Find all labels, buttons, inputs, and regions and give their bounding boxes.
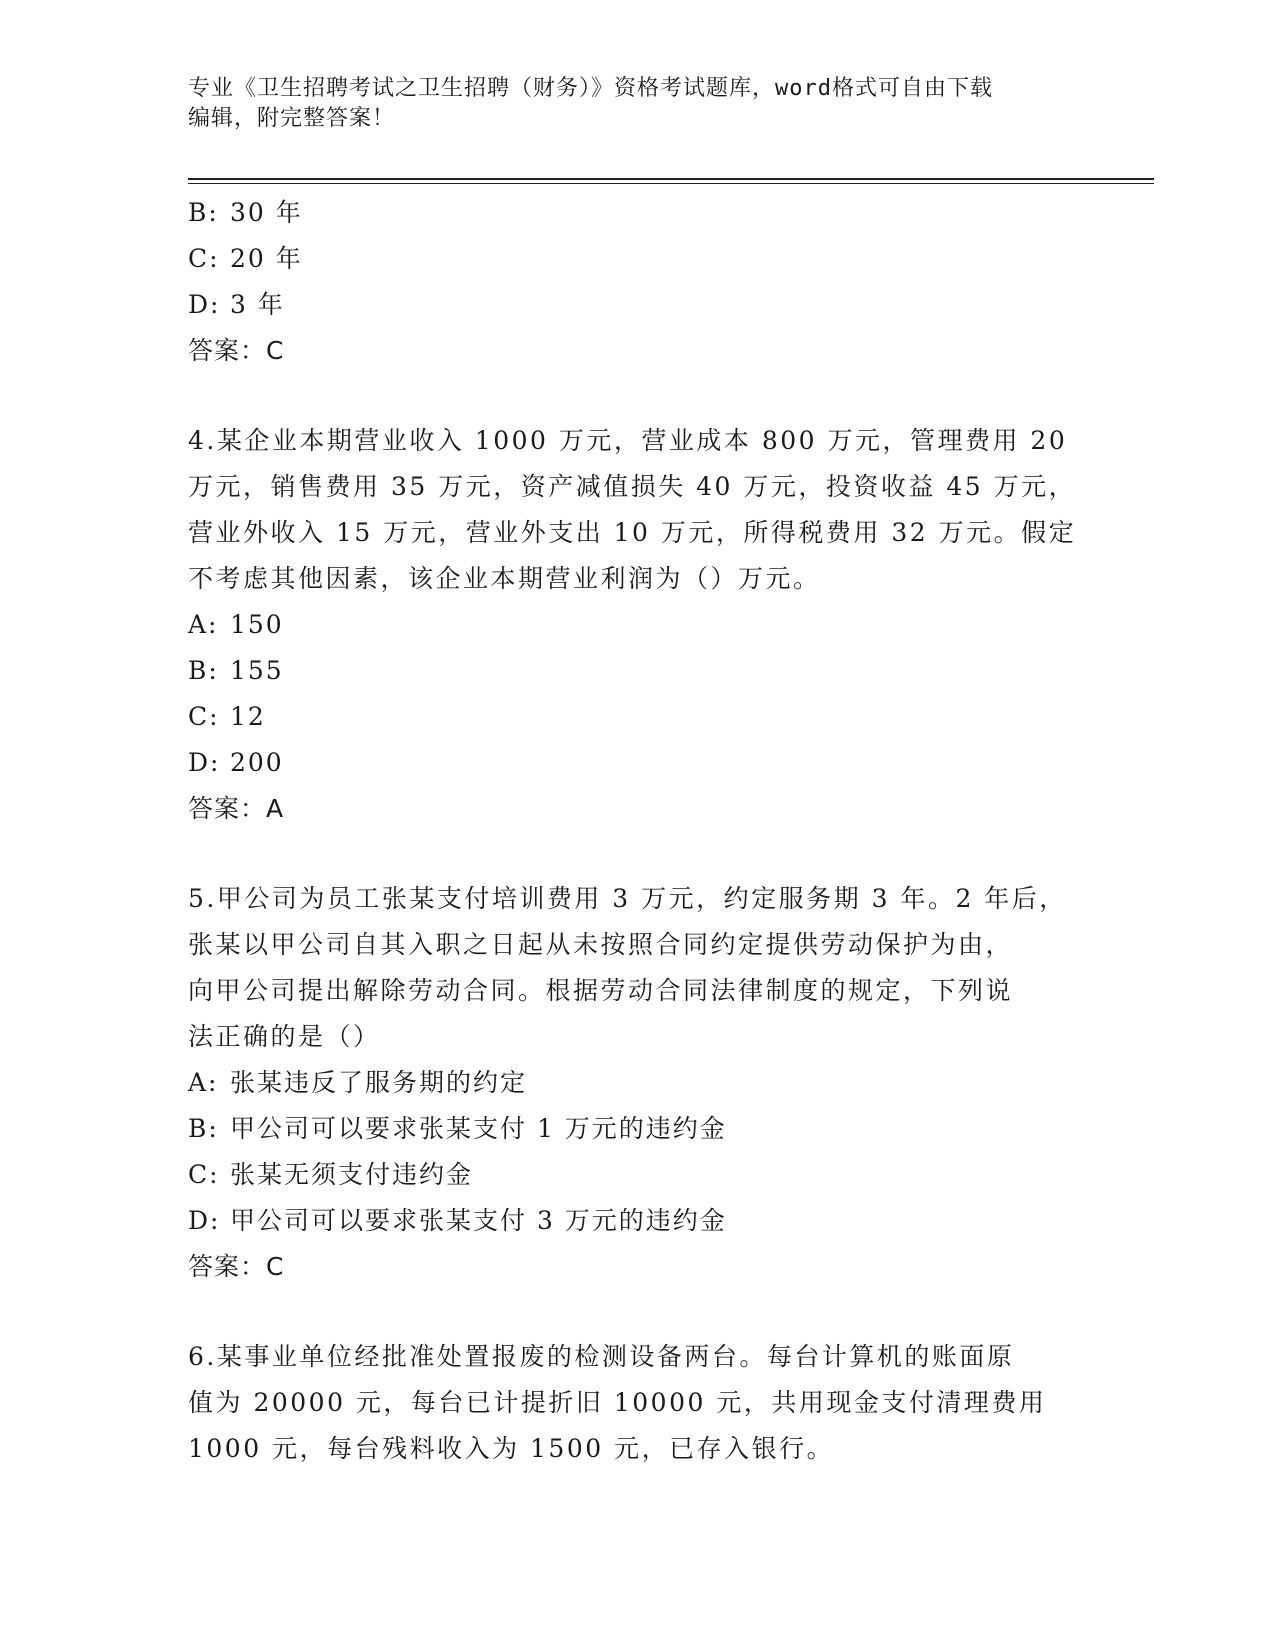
- question-5: [188, 876, 1088, 1290]
- option-text: 12: [230, 702, 266, 731]
- stem-line: 6.某事业单位经批准处置报废的检测设备两台。每台计算机的账面原: [188, 1342, 1015, 1371]
- option-label: B:: [188, 656, 219, 685]
- stem-line: 张某以甲公司自其入职之日起从未按照合同约定提供劳动保护为由，: [188, 930, 1014, 959]
- option-d: [188, 740, 1088, 786]
- option-d: [188, 1198, 1088, 1244]
- option-text: 200: [230, 748, 284, 777]
- option-text: 20 年: [230, 244, 303, 273]
- option-c: [188, 694, 1088, 740]
- option-label: A:: [188, 1068, 219, 1097]
- option-a: [188, 1060, 1088, 1106]
- option-b: [188, 1106, 1088, 1152]
- option-label: C:: [188, 244, 220, 273]
- option-text: 甲公司可以要求张某支付 1 万元的违约金: [230, 1114, 727, 1143]
- option-b: [188, 648, 1088, 694]
- option-label: C:: [188, 702, 220, 731]
- answer-line: 答案：C: [188, 336, 285, 365]
- option-d: [188, 282, 1088, 328]
- stem-line: 1000 元，每台残料收入为 1500 元，已存入银行。: [188, 1434, 835, 1463]
- option-a: [188, 602, 1088, 648]
- option-label: D:: [188, 1206, 221, 1235]
- option-label: C:: [188, 1160, 220, 1189]
- stem-line: 万元，销售费用 35 万元，资产减值损失 40 万元，投资收益 45 万元，: [188, 472, 1077, 501]
- option-c: [188, 1152, 1088, 1198]
- stem-line: 5.甲公司为员工张某支付培训费用 3 万元，约定服务期 3 年。2 年后，: [188, 884, 1067, 913]
- document-body: [188, 190, 1088, 1472]
- stem-line: 营业外收入 15 万元，营业外支出 10 万元，所得税费用 32 万元。假定: [188, 518, 1077, 547]
- stem-line: 向甲公司提出解除劳动合同。根据劳动合同法律制度的规定，下列说: [188, 976, 1014, 1005]
- question-stem: [188, 1334, 1088, 1472]
- question-stem: [188, 876, 1088, 1060]
- option-text: 甲公司可以要求张某支付 3 万元的违约金: [230, 1206, 727, 1235]
- option-text: 3 年: [230, 290, 285, 319]
- question-4: [188, 418, 1088, 832]
- option-label: D:: [188, 748, 221, 777]
- header-divider-thick: [188, 178, 1154, 180]
- option-text: 155: [230, 656, 284, 685]
- stem-line: 法正确的是（）: [188, 1022, 381, 1051]
- option-text: 张某无须支付违约金: [230, 1160, 474, 1189]
- option-c: [188, 236, 1088, 282]
- stem-line: 4.某企业本期营业收入 1000 万元，营业成本 800 万元，管理费用 20: [188, 426, 1068, 455]
- option-text: 150: [230, 610, 284, 639]
- option-b: [188, 190, 1088, 236]
- header-line-2: 编辑，附完整答案！: [188, 106, 396, 131]
- question-stem: [188, 418, 1088, 602]
- page-header: [188, 74, 1068, 134]
- header-divider-thin: [188, 183, 1154, 184]
- option-label: B:: [188, 1114, 219, 1143]
- stem-line: 不考虑其他因素，该企业本期营业利润为（）万元。: [188, 564, 821, 593]
- header-line-1: 专业《卫生招聘考试之卫生招聘（财务）》资格考试题库，word格式可自由下载: [188, 76, 993, 101]
- option-label: D:: [188, 290, 221, 319]
- stem-line: 值为 20000 元，每台已计提折旧 10000 元，共用现金支付清理费用: [188, 1388, 1047, 1417]
- option-text: 30 年: [230, 198, 303, 227]
- option-text: 张某违反了服务期的约定: [230, 1068, 528, 1097]
- answer-line: 答案：C: [188, 1252, 285, 1281]
- option-label: A:: [188, 610, 219, 639]
- question-3-options: [188, 190, 1088, 374]
- answer-line: 答案：A: [188, 794, 285, 823]
- option-label: B:: [188, 198, 219, 227]
- question-6: [188, 1334, 1088, 1472]
